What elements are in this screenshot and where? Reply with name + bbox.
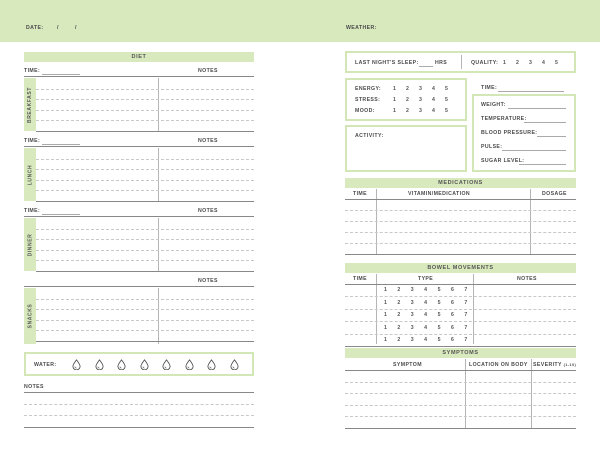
bowel-type-option[interactable]: 5 [437, 337, 441, 343]
bowel-type-option[interactable]: 4 [424, 324, 428, 331]
bowel-type-scale [384, 312, 478, 318]
level-option[interactable]: 5 [445, 108, 448, 114]
vital-field[interactable] [537, 136, 566, 137]
notes-line[interactable] [24, 404, 254, 405]
medications-col-medication: VITAMIN/MEDICATION [408, 191, 471, 197]
water-drop-icon[interactable] [207, 357, 216, 375]
vitals-time-field[interactable] [498, 91, 564, 92]
meal-line[interactable] [36, 250, 254, 251]
level-scale [393, 97, 458, 103]
quality-label: QUALITY: [471, 60, 499, 66]
level-option[interactable]: 4 [432, 108, 435, 114]
bowel-type-option[interactable]: 3 [410, 299, 414, 306]
meal-time-field[interactable] [42, 144, 80, 145]
symptom-row-line[interactable] [345, 428, 576, 429]
meal-line[interactable] [36, 260, 254, 261]
meal-line[interactable] [36, 120, 254, 121]
bowel-type-option[interactable]: 1 [384, 299, 387, 306]
date-label: DATE: [26, 25, 44, 31]
meal-tab [24, 148, 36, 201]
bowel-type-option[interactable]: 2 [397, 337, 401, 343]
symptom-row-line[interactable] [345, 405, 576, 406]
meal-time-field[interactable] [42, 74, 80, 75]
bowel-type-option[interactable]: 4 [424, 299, 428, 306]
weather-label: WEATHER: [346, 25, 377, 31]
vital-field[interactable] [519, 164, 566, 165]
bowel-type-scale [384, 300, 478, 306]
symptoms-header [345, 348, 576, 358]
meal-time-label: TIME: [24, 208, 41, 214]
date-separator: / [75, 25, 77, 31]
bowel-type-option[interactable]: 6 [450, 312, 454, 318]
quality-option[interactable]: 4 [542, 60, 545, 66]
bowel-type-option[interactable]: 2 [397, 324, 401, 331]
sleep-divider [461, 55, 462, 69]
level-label: ENERGY: [355, 86, 382, 92]
bowel-title: BOWEL MOVEMENTS [427, 265, 494, 271]
medications-title: MEDICATIONS [438, 180, 483, 186]
bowel-type-option[interactable]: 5 [437, 312, 441, 318]
bowel-row-line[interactable] [345, 321, 576, 322]
vital-label: WEIGHT: [481, 102, 506, 108]
bowel-type-option[interactable]: 6 [450, 324, 454, 331]
bowel-row-line[interactable] [345, 296, 576, 297]
level-option[interactable]: 4 [432, 86, 435, 92]
medication-row-line[interactable] [345, 232, 576, 233]
vital-label: BLOOD PRESSURE: [481, 130, 538, 136]
sleep-label: LAST NIGHT'S SLEEP: [355, 60, 419, 66]
meal-name: LUNCH [27, 164, 33, 185]
quality-option[interactable]: 1 [503, 60, 506, 66]
bowel-type-option[interactable]: 3 [410, 324, 414, 331]
medication-row-line[interactable] [345, 254, 576, 255]
medications-col-time: TIME [353, 191, 367, 197]
level-scale [393, 108, 458, 114]
level-label: MOOD: [355, 108, 375, 114]
quality-option[interactable]: 2 [516, 60, 519, 66]
medications-col-dosage: DOSAGE [542, 191, 567, 197]
meal-line[interactable] [36, 201, 254, 202]
meal-line[interactable] [36, 110, 254, 111]
bowel-row-line[interactable] [345, 309, 576, 310]
meal-rule [24, 286, 254, 287]
vital-label: SUGAR LEVEL: [481, 158, 525, 164]
meal-tab [24, 218, 36, 271]
meal-time-label: TIME: [24, 68, 41, 74]
medication-row-line[interactable] [345, 221, 576, 222]
bowel-type-option[interactable]: 7 [464, 324, 468, 331]
bowel-type-option[interactable]: 5 [437, 299, 441, 306]
bowel-type-option[interactable]: 2 [397, 312, 401, 318]
meal-line[interactable] [36, 271, 254, 272]
meal-rule [24, 216, 254, 217]
meal-line[interactable] [36, 239, 254, 240]
bowel-type-option[interactable]: 1 [384, 324, 387, 331]
severity-label: SEVERITY [533, 362, 562, 368]
bowel-type-option[interactable]: 5 [437, 287, 441, 293]
bowel-type-scale [384, 325, 478, 331]
meal-time-field[interactable] [42, 214, 80, 215]
level-option[interactable]: 1 [393, 108, 396, 114]
bowel-type-option[interactable]: 1 [384, 287, 387, 293]
bowel-type-option[interactable]: 1 [384, 337, 387, 343]
medication-row-line[interactable] [345, 243, 576, 244]
vital-label: PULSE: [481, 144, 503, 150]
bowel-type-option[interactable]: 7 [464, 337, 468, 343]
bowel-type-option[interactable]: 4 [424, 312, 428, 318]
vitals-time-label: TIME: [481, 85, 498, 91]
level-option[interactable]: 2 [406, 97, 409, 103]
bowel-type-option[interactable]: 7 [464, 287, 468, 293]
water-drop-icon[interactable] [95, 357, 104, 375]
date-separator: / [57, 25, 59, 31]
sleep-hrs-label: HRS [435, 60, 448, 66]
level-option[interactable]: 5 [445, 97, 448, 103]
bowel-row-line[interactable] [345, 346, 576, 347]
medications-rule [345, 199, 576, 200]
symptom-row-line[interactable] [345, 393, 576, 394]
bowel-col-time: TIME [353, 276, 367, 282]
symptoms-col-symptom: SYMPTOM [393, 362, 422, 368]
meal-divider [158, 218, 159, 271]
meal-rule [24, 146, 254, 147]
level-option[interactable]: 1 [393, 86, 396, 92]
symptoms-title: SYMPTOMS [442, 350, 479, 356]
vital-field[interactable] [508, 108, 566, 109]
notes-label: NOTES [24, 384, 44, 390]
quality-option[interactable]: 5 [555, 60, 558, 66]
meal-line[interactable] [36, 309, 254, 310]
level-option[interactable]: 3 [419, 108, 422, 114]
symptoms-col-severity [533, 362, 576, 368]
level-option[interactable]: 1 [393, 97, 396, 103]
level-option[interactable]: 3 [419, 97, 422, 103]
level-option[interactable]: 2 [406, 108, 409, 114]
bowel-type-option[interactable]: 7 [464, 299, 468, 306]
activity-label: ACTIVITY: [355, 133, 384, 139]
medications-header [345, 178, 576, 188]
level-scale [393, 86, 458, 92]
bowel-type-scale [384, 337, 478, 343]
meal-notes-label: NOTES [198, 68, 218, 74]
meal-notes-label: NOTES [198, 208, 218, 214]
meal-line[interactable] [36, 190, 254, 191]
water-drop-icon[interactable] [185, 357, 194, 375]
bowel-type-option[interactable]: 7 [464, 312, 468, 318]
water-drop-icon[interactable] [72, 357, 81, 375]
meal-notes-label: NOTES [198, 278, 218, 284]
meal-tab [24, 288, 36, 344]
bowel-type-option[interactable]: 6 [450, 337, 454, 343]
bowel-type-option[interactable]: 6 [450, 287, 454, 293]
vital-field[interactable] [502, 150, 566, 151]
meal-line[interactable] [36, 330, 254, 331]
symptom-row-line[interactable] [345, 382, 576, 383]
symptoms-col-location: LOCATION ON BODY [469, 362, 528, 368]
bowel-header [345, 263, 576, 273]
severity-range: (1-10) [563, 363, 577, 367]
bowel-type-option[interactable]: 6 [450, 299, 454, 306]
bowel-type-option[interactable]: 4 [424, 337, 428, 343]
level-option[interactable]: 4 [432, 97, 435, 103]
level-option[interactable]: 2 [406, 86, 409, 92]
meal-name: SNACKS [27, 303, 33, 329]
water-label: WATER: [34, 362, 57, 368]
bowel-type-option[interactable]: 2 [397, 299, 401, 306]
bowel-type-scale [384, 287, 478, 293]
meal-line[interactable] [36, 320, 254, 321]
bowel-type-option[interactable]: 4 [424, 287, 428, 293]
diet-title: DIET [131, 54, 147, 60]
meal-line[interactable] [36, 299, 254, 300]
medication-row-line[interactable] [345, 210, 576, 211]
meal-line[interactable] [36, 89, 254, 90]
meal-tab [24, 78, 36, 131]
meal-line[interactable] [36, 341, 254, 342]
bowel-row-line[interactable] [345, 334, 576, 335]
meal-line[interactable] [36, 99, 254, 100]
bowel-type-option[interactable]: 1 [384, 312, 387, 318]
meal-notes-label: NOTES [198, 138, 218, 144]
bowel-rule [345, 284, 576, 285]
bowel-type-option[interactable]: 5 [437, 324, 441, 331]
bowel-type-option[interactable]: 3 [410, 312, 414, 318]
meal-rule [24, 76, 254, 77]
meal-line[interactable] [36, 169, 254, 170]
bowel-type-option[interactable]: 3 [410, 287, 414, 293]
bowel-col-notes: NOTES [517, 276, 537, 282]
vital-label: TEMPERATURE: [481, 116, 527, 122]
meal-line[interactable] [36, 159, 254, 160]
level-label: STRESS: [355, 97, 381, 103]
notes-line[interactable] [24, 415, 254, 416]
meal-divider [158, 148, 159, 201]
meal-line[interactable] [36, 131, 254, 132]
water-drop-icon[interactable] [162, 357, 171, 375]
diet-header [24, 52, 254, 62]
notes-rule [24, 392, 254, 393]
water-drop-icon[interactable] [140, 357, 149, 375]
symptom-row-line[interactable] [345, 416, 576, 417]
bowel-type-option[interactable]: 3 [410, 337, 414, 343]
meal-line[interactable] [36, 180, 254, 181]
meal-name: DINNER [27, 233, 33, 256]
bowel-col-type: TYPE [418, 276, 434, 282]
meal-divider [158, 288, 159, 344]
level-option[interactable]: 3 [419, 86, 422, 92]
meal-line[interactable] [36, 229, 254, 230]
meal-divider [158, 78, 159, 131]
header-bar [0, 0, 600, 42]
meal-name: BREAKFAST [27, 86, 33, 123]
water-drop-icon[interactable] [117, 357, 126, 375]
meal-time-label: TIME: [24, 138, 41, 144]
water-drop-icon[interactable] [230, 357, 239, 375]
quality-option[interactable]: 3 [529, 60, 532, 66]
sleep-hours-field[interactable] [419, 66, 433, 67]
level-option[interactable]: 5 [445, 86, 448, 92]
notes-rule [24, 427, 254, 428]
bowel-type-option[interactable]: 2 [397, 287, 401, 293]
vital-field[interactable] [524, 122, 566, 123]
symptoms-rule [345, 370, 576, 371]
